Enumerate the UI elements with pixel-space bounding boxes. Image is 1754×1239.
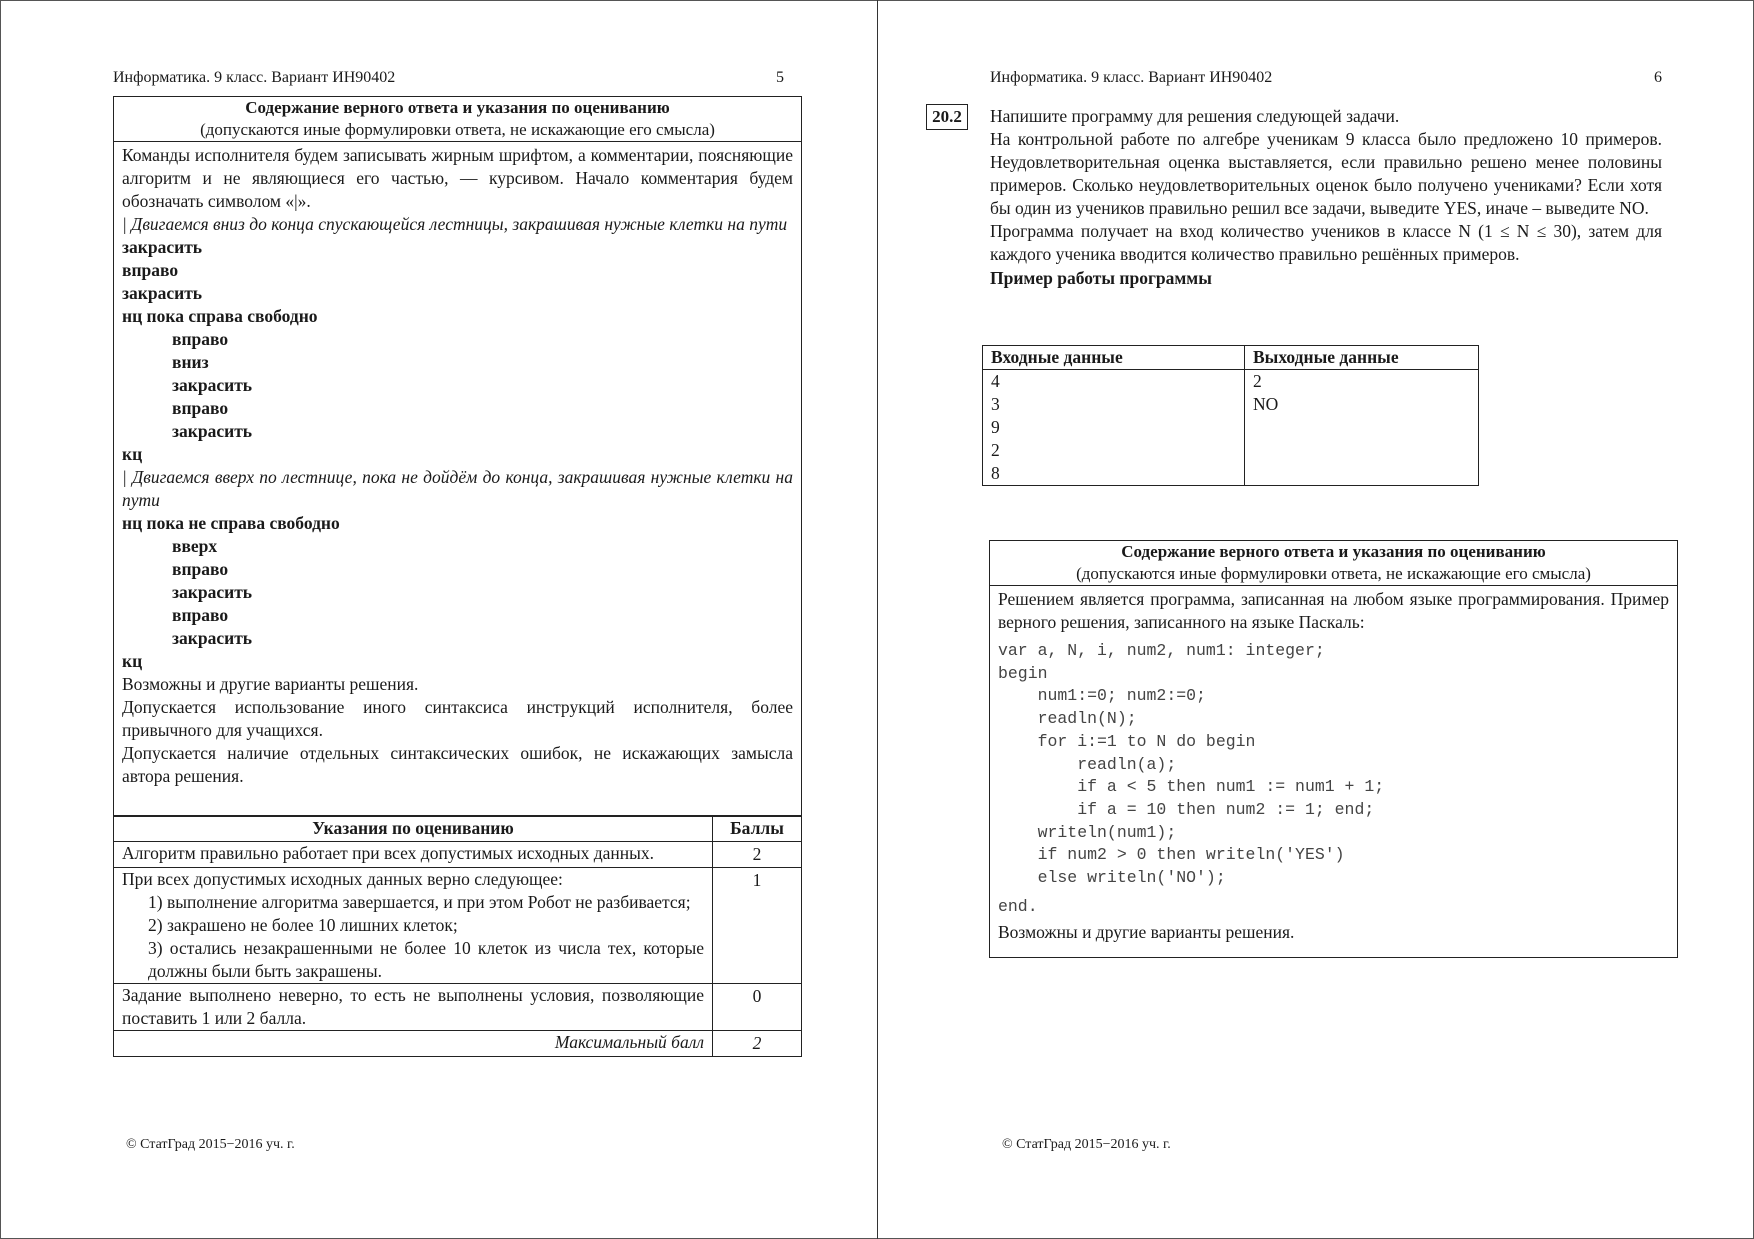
task-paragraph: Программа получает на вход количество учеников в классе N (1 ≤ N ≤ 30), затем для каждого ученика вводится количество правильно решённых примеров. [990, 221, 1662, 264]
criteria-header: Указания по оцениванию [114, 816, 713, 842]
task-paragraph: На контрольной работе по алгебре ученикам 9 класса было предложено 10 примеров. Неудовлетворительная оценка выставляется, если правильно решено менее половины примеров. Сколько неудовлетворительных оценок было получено учениками? Если хотя бы один из учеников правильно решил все задачи, выведите YES, иначе – выведите NO. [990, 129, 1662, 218]
solution-box [989, 540, 1678, 958]
command-line: закрасить [122, 283, 203, 303]
header-title: Информатика. 9 класс. Вариант ИН90402 [990, 69, 1273, 86]
note: Допускается наличие отдельных синтаксических ошибок, не искажающих замысла автора решения. [122, 743, 793, 786]
pascal-code-end: end. [998, 896, 1038, 916]
points-cell: 0 [713, 984, 802, 1031]
left-page-header [113, 69, 784, 87]
comment-2: | Двигаемся вверх по лестнице, пока не дойдём до конца, закрашивая нужные клетки на пути [122, 467, 793, 510]
solution-note: Возможны и другие варианты решения. [998, 922, 1295, 943]
loop-command: закрасить [172, 421, 253, 441]
table-row [983, 346, 1479, 370]
loop-command: вправо [172, 398, 229, 418]
grading-table [113, 815, 802, 1057]
points-header: Баллы [713, 816, 802, 842]
input-header: Входные данные [983, 346, 1245, 370]
max-score-value: 2 [713, 1031, 802, 1057]
solution-box-title: Содержание верного ответа и указания по оцениванию [1121, 542, 1546, 561]
solution-box-subtitle: (допускаются иные формулировки ответа, не искажающие его смысла) [990, 563, 1677, 586]
loop-command: вверх [172, 536, 218, 556]
table-row [114, 816, 802, 842]
solution-content [990, 586, 1677, 944]
answer-content [114, 142, 801, 788]
pascal-code: var a, N, i, num2, num1: integer; begin num1:=0; num2:=0; readln(N); for i:=1 to N do begin readln(a); if a < 5 then num1 := num1 + 1; if a = 10 then num2 := 1; end; writeln(num1); if num2 > 0 then writeln('YES') else writeln('NO'); [998, 641, 1385, 888]
note: Допускается использование иного синтаксиса инструкций исполнителя, более привычного для учащихся. [122, 697, 793, 740]
criteria-item: 2) закрашено не более 10 лишних клеток; [148, 915, 458, 935]
loop-command: закрасить [172, 628, 253, 648]
example-title: Пример работы программы [990, 268, 1212, 288]
max-score-label: Максимальный балл [114, 1031, 713, 1057]
criteria-item: 3) остались незакрашенными не более 10 клеток из числа тех, которые должны были быть закрашены. [148, 938, 704, 981]
right-page-header [990, 69, 1662, 87]
points-cell: 2 [713, 842, 802, 868]
answer-box-subtitle: (допускаются иные формулировки ответа, не искажающие его смысла) [114, 119, 801, 142]
table-row [114, 868, 802, 984]
comment-1: | Двигаемся вниз до конца спускающейся лестницы, закрашивая нужные клетки на пути [122, 214, 788, 234]
criteria-cell: Алгоритм правильно работает при всех допустимых исходных данных. [114, 842, 713, 868]
loop-command: вправо [172, 605, 229, 625]
page-number: 6 [1654, 69, 1662, 86]
task-paragraph: Напишите программу для решения следующей задачи. [990, 106, 1400, 126]
criteria-item: 1) выполнение алгоритма завершается, и при этом Робот не разбивается; [148, 892, 691, 912]
input-cell: 4 3 9 2 8 [983, 370, 1245, 486]
answer-box [113, 96, 802, 817]
criteria-cell: Задание выполнено неверно, то есть не выполнены условия, позволяющие поставить 1 или 2 балла. [114, 984, 713, 1031]
output-cell: 2 NO [1245, 370, 1479, 486]
answer-box-title: Содержание верного ответа и указания по оцениванию [245, 98, 670, 117]
loop-end: кц [122, 651, 143, 671]
command-line: закрасить [122, 237, 203, 257]
task-number-badge: 20.2 [926, 104, 968, 130]
solution-intro: Решением является программа, записанная на любом языке программирования. Пример верного решения, записанного на языке Паскаль: [998, 589, 1669, 632]
note: Возможны и другие варианты решения. [122, 674, 419, 694]
criteria-text: При всех допустимых исходных данных верно следующее: [122, 869, 563, 889]
command-line: нц пока справа свободно [122, 306, 318, 326]
table-row [983, 370, 1479, 486]
loop-command: закрасить [172, 582, 253, 602]
command-line: нц пока не справа свободно [122, 513, 340, 533]
table-row [114, 1031, 802, 1057]
right-page [878, 0, 1754, 1239]
points-cell: 1 [713, 868, 802, 984]
loop-end: кц [122, 444, 143, 464]
header-title: Информатика. 9 класс. Вариант ИН90402 [113, 69, 396, 86]
task-statement [990, 105, 1662, 290]
right-footer: © СтатГрад 2015−2016 уч. г. [1002, 1137, 1171, 1152]
loop-command: вниз [172, 352, 209, 372]
table-row [114, 984, 802, 1031]
command-line: вправо [122, 260, 179, 280]
criteria-cell [114, 868, 713, 984]
loop-command: вправо [172, 559, 229, 579]
loop-command: закрасить [172, 375, 253, 395]
example-table [982, 345, 1479, 486]
page-number: 5 [776, 69, 784, 86]
loop-command: вправо [172, 329, 229, 349]
intro-text: Команды исполнителя будем записывать жирным шрифтом, а комментарии, поясняющие алгоритм и не являющиеся его частью, — курсивом. Начало комментария будем обозначать символом «|». [122, 145, 793, 211]
output-header: Выходные данные [1245, 346, 1479, 370]
left-footer: © СтатГрад 2015−2016 уч. г. [126, 1137, 295, 1152]
table-row [114, 842, 802, 868]
